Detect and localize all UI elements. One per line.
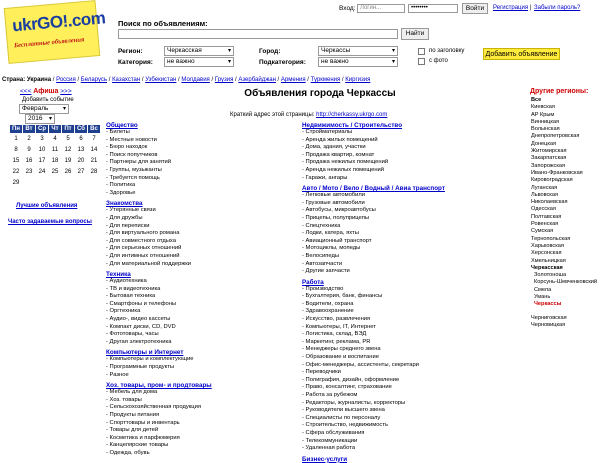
- category-item[interactable]: - Сфера обслуживания: [302, 429, 365, 436]
- category-item[interactable]: - Бухгалтерия, банк, финансы: [302, 293, 383, 300]
- weekday-header: Пн: [10, 125, 23, 134]
- category-item[interactable]: - Аудиотехника: [106, 278, 147, 285]
- category-item-label: Фототовары, часы: [109, 331, 159, 338]
- category-item-label: Грузовые автомобили: [305, 199, 365, 206]
- category-item-label: Удаленная работа: [305, 445, 356, 452]
- weekday-header: Сб: [75, 125, 88, 134]
- category-item[interactable]: - Требуется помощь: [106, 174, 160, 181]
- category-label: Категория:: [118, 59, 153, 66]
- category-item-label: Гаражи, ангары: [305, 174, 348, 181]
- category-item[interactable]: - Для материальной поддержки: [106, 260, 191, 267]
- region-item[interactable]: Полтавская: [531, 213, 562, 220]
- category-item-label: Менеджеры среднего звена: [305, 346, 381, 353]
- category-item-label: Продажа квартир, комнат: [305, 151, 375, 158]
- category-heading[interactable]: Техника: [106, 271, 131, 279]
- category-item-label: Авиационный транспорт: [305, 237, 372, 244]
- category-item-label: Канцелярские товары: [109, 442, 169, 449]
- region-city[interactable]: Золотоноша: [534, 272, 567, 279]
- category-item[interactable]: - Для серьезных отношений: [106, 245, 182, 252]
- region-item[interactable]: Донецкая: [531, 140, 557, 147]
- category-item-label: Партнеры для занятий: [109, 159, 171, 166]
- region-item[interactable]: Черновицкая: [531, 321, 566, 328]
- category-item[interactable]: - Спецтехника: [302, 222, 341, 229]
- calendar-day[interactable]: 9: [27, 147, 31, 153]
- category-item[interactable]: - Удаленная работа: [302, 445, 356, 452]
- weekday-header: Вт: [23, 125, 36, 134]
- subcategory-select[interactable]: не важно ▾: [318, 57, 398, 67]
- category-item-label: Искусство, развлечения: [305, 316, 371, 323]
- category-item[interactable]: - Логистика, склад, ВЭД: [302, 331, 367, 338]
- category-item-label: Бытовая техника: [109, 293, 156, 300]
- category-item[interactable]: - Здравоохранение: [302, 308, 354, 315]
- category-item[interactable]: - Компьютеры и комплектующие: [106, 356, 194, 363]
- short-address-link[interactable]: http://cherkassy.ukrgo.com: [316, 112, 388, 118]
- calendar-day[interactable]: 12: [64, 147, 72, 153]
- category-item[interactable]: - Программные продукты: [106, 364, 175, 371]
- category-item-label: Телекоммуникации: [305, 437, 358, 444]
- category-item-label: Аренда жилых помещений: [305, 136, 378, 143]
- category-item[interactable]: - Хоз. товары: [106, 396, 142, 403]
- country-link[interactable]: Молдавия: [181, 77, 210, 83]
- region-item[interactable]: Херсонская: [531, 250, 562, 257]
- category-item-label: Легковые автомобили: [305, 192, 365, 199]
- calendar-day[interactable]: 26: [64, 169, 72, 175]
- category-item-label: Одежда, обувь: [109, 449, 150, 456]
- region-item[interactable]: Запорожская: [531, 162, 566, 169]
- category-item[interactable]: - Автобусы, микроавтобусы: [302, 207, 376, 214]
- weekday-header: Пт: [62, 125, 75, 134]
- category-item-label: Переводчики: [305, 369, 341, 376]
- register-link[interactable]: Регистрация: [493, 5, 529, 11]
- calendar-day[interactable]: 22: [12, 169, 20, 175]
- category-item[interactable]: - Бюро находок: [106, 144, 148, 151]
- category-item[interactable]: - Другие запчасти: [302, 268, 350, 275]
- region-item[interactable]: Тернопольская: [531, 235, 571, 242]
- region-item[interactable]: Черкасская: [531, 264, 563, 271]
- region-item[interactable]: Житомирская: [531, 148, 567, 155]
- category-item-label: Стройматериалы: [305, 129, 353, 135]
- city-label: Город:: [259, 48, 281, 55]
- category-item-label: Оргтехника: [109, 308, 141, 315]
- login-button[interactable]: Войти: [462, 3, 488, 14]
- country-link[interactable]: Казахстан: [112, 77, 141, 83]
- category-item-label: Строительство, недвижимость: [305, 422, 389, 429]
- category-item-label: Разное: [109, 371, 129, 378]
- category-item[interactable]: - Продажа нежилых помещений: [302, 159, 389, 166]
- category-item[interactable]: - Партнеры для занятий: [106, 159, 171, 166]
- category-item-label: Утерянные связи: [109, 207, 156, 214]
- category-item-label: Программные продукты: [109, 364, 175, 371]
- calendar-day[interactable]: 25: [51, 169, 59, 175]
- category-item-label: Образование и воспитание: [305, 354, 379, 361]
- short-address-label: Краткий адрес этой страницы:: [230, 112, 315, 118]
- region-item[interactable]: Луганская: [531, 184, 558, 191]
- category-item[interactable]: - Работа за рубежом: [302, 392, 358, 398]
- with-photo-checkbox[interactable]: [418, 58, 425, 65]
- weekday-header: Вс: [88, 125, 101, 134]
- calendar-day[interactable]: 14: [90, 147, 98, 153]
- category-item[interactable]: - Телекоммуникации: [302, 437, 358, 444]
- category-item[interactable]: - Легковые автомобили: [302, 192, 365, 199]
- country-label: Страна:: [2, 77, 26, 83]
- category-item-label: Руководители высшего звена: [305, 407, 385, 414]
- calendar-day[interactable]: 8: [14, 147, 18, 153]
- region-item[interactable]: АР Крым: [531, 111, 555, 118]
- country-link[interactable]: Азербайджан: [238, 77, 276, 83]
- category-item-label: Смартфоны и телефоны: [109, 300, 177, 307]
- category-item[interactable]: - Переводчики: [302, 369, 341, 376]
- category-item-label: Группы, музыканты: [109, 166, 162, 173]
- search-label: Поиск по объявлениям:: [118, 19, 208, 28]
- category-item-label: Для серьезных отношений: [109, 245, 182, 252]
- category-heading[interactable]: Компьютеры и Интернет: [106, 349, 184, 357]
- calendar-day[interactable]: 20: [77, 158, 85, 164]
- calendar-day[interactable]: 3: [40, 136, 44, 143]
- category-item[interactable]: - Продукты питания: [106, 412, 160, 418]
- category-item[interactable]: - Прицепы, полуприцепы: [302, 214, 370, 221]
- category-item[interactable]: - Для виртуального романа: [106, 230, 180, 237]
- calendar-day[interactable]: [23, 178, 36, 189]
- category-item-label: Хоз. товары: [109, 396, 142, 403]
- category-item-label: Право, консалтинг, страхование: [305, 384, 392, 391]
- country-link[interactable]: Россия: [56, 77, 76, 83]
- category-item-label: Здоровье: [109, 189, 136, 196]
- category-item-label: Прицепы, полуприцепы: [305, 214, 370, 221]
- category-item-label: Для виртуального романа: [109, 230, 180, 237]
- category-heading[interactable]: Авто / Мото / Вело / Водный / Авиа транспорт: [302, 185, 445, 193]
- category-item-label: Автобусы, микроавтобусы: [305, 207, 376, 214]
- region-item[interactable]: Одесская: [531, 206, 556, 213]
- category-item[interactable]: - ТВ и видеотехника: [106, 285, 161, 292]
- region-item[interactable]: Все: [531, 97, 542, 103]
- category-item-label: Билеты: [109, 129, 130, 135]
- calendar-title: Афиша: [33, 88, 59, 95]
- category-item[interactable]: - Товары для детей: [106, 427, 159, 434]
- page-title: Объявления города Черкассы: [244, 88, 396, 99]
- category-item[interactable]: - Мотоциклы, мопеды: [302, 245, 361, 252]
- country-link[interactable]: Киргизия: [345, 77, 371, 83]
- category-item[interactable]: - Маркетинг, реклама, PR: [302, 338, 371, 345]
- calendar-day[interactable]: 23: [25, 169, 33, 175]
- calendar-day[interactable]: 19: [64, 158, 72, 164]
- category-heading[interactable]: Недвижимость / Строительство: [302, 122, 403, 129]
- add-ad-button[interactable]: Добавить объявление: [483, 48, 560, 60]
- calendar-day[interactable]: 15: [12, 158, 20, 164]
- faq-link[interactable]: Часто задаваемые вопросы: [8, 219, 92, 225]
- category-item[interactable]: - Лодки, катера, яхты: [302, 230, 359, 237]
- regions-list: [531, 97, 599, 329]
- calendar-day[interactable]: [62, 178, 75, 189]
- calendar-day[interactable]: 24: [38, 169, 46, 175]
- region-city[interactable]: Корсунь-Шевченковский: [534, 279, 598, 286]
- calendar-day[interactable]: 7: [92, 136, 96, 143]
- category-item[interactable]: - Другая электротехника: [106, 338, 172, 345]
- category-item-label: Мотоциклы, мопеды: [305, 245, 361, 252]
- category-item[interactable]: - Мебель для дома: [106, 389, 158, 396]
- category-item-label: Товары для детей: [109, 427, 159, 434]
- category-item-label: Редакторы, журналисты, корректоры: [305, 399, 406, 406]
- region-item[interactable]: Черниговская: [531, 314, 567, 321]
- country-active: Украина: [26, 77, 52, 83]
- category-item[interactable]: - Строительство, недвижимость: [302, 422, 389, 429]
- category-item-label: Велосипеды: [305, 252, 340, 259]
- category-item-label: Логистика, склад, ВЭД: [305, 331, 367, 338]
- category-item[interactable]: - Право, консалтинг, страхование: [302, 384, 392, 391]
- country-link[interactable]: Грузия: [214, 77, 234, 83]
- categories-left-column: [106, 122, 256, 458]
- calendar-day[interactable]: 29: [12, 180, 20, 186]
- best-ads-link[interactable]: Лучшие объявления: [16, 203, 78, 209]
- category-item-label: Сельскохозяйственная продукция: [109, 404, 201, 411]
- category-item-label: ТВ и видеотехника: [109, 285, 161, 292]
- weekday-header: Ср: [36, 125, 49, 134]
- forgot-password-link[interactable]: Забыли пароль?: [534, 5, 581, 11]
- category-item[interactable]: - Менеджеры среднего звена: [302, 346, 381, 353]
- category-item[interactable]: - Поиск попутчиков: [106, 151, 158, 158]
- search-input[interactable]: [118, 29, 398, 39]
- year-select[interactable]: 2016 ▾: [25, 114, 55, 124]
- calendar-day[interactable]: 4: [53, 136, 57, 143]
- login-label: Вход:: [339, 5, 356, 12]
- category-item-label: Аудио-, видео кассеты: [109, 316, 171, 323]
- region-item[interactable]: Кировоградская: [531, 177, 573, 184]
- category-item[interactable]: - Билеты: [106, 129, 130, 135]
- calendar-day[interactable]: 28: [90, 169, 98, 175]
- category-item-label: Политика: [109, 182, 136, 189]
- category-item[interactable]: - Компакт диски, CD, DVD: [106, 323, 176, 330]
- category-item-label: Другие запчасти: [305, 268, 350, 275]
- category-item[interactable]: - Дома, здания, участки: [302, 144, 366, 151]
- password-input[interactable]: ••••••••: [408, 4, 458, 13]
- region-select[interactable]: Черкасская ▾: [164, 46, 234, 56]
- category-item[interactable]: - Грузовые автомобили: [302, 199, 365, 206]
- category-item[interactable]: - Политика: [106, 182, 136, 189]
- country-link[interactable]: Беларусь: [80, 77, 108, 83]
- region-city[interactable]: Смела: [534, 286, 552, 293]
- country-link[interactable]: Армения: [280, 77, 306, 83]
- calendar-day[interactable]: 11: [51, 147, 59, 153]
- calendar-day[interactable]: 17: [38, 158, 46, 164]
- category-item-label: Лодки, катера, яхты: [305, 230, 359, 237]
- category-item[interactable]: - Разное: [106, 371, 129, 378]
- category-item-label: Для дружбы: [109, 214, 143, 221]
- category-item-label: Для совместного отдыха: [109, 237, 176, 244]
- login-input[interactable]: Логин...: [357, 4, 405, 13]
- weekday-header: Чт: [49, 125, 62, 134]
- calendar-table: [9, 124, 101, 189]
- category-item-label: Требуется помощь: [109, 174, 160, 181]
- add-event-link[interactable]: Добавить событие: [22, 97, 74, 103]
- category-item[interactable]: - Авиационный транспорт: [302, 237, 372, 244]
- category-item[interactable]: - Образование и воспитание: [302, 354, 379, 361]
- category-item-label: Косметика и парфюмерия: [109, 434, 180, 441]
- category-item[interactable]: - Для дружбы: [106, 214, 143, 221]
- region-item[interactable]: Киевская: [531, 104, 555, 111]
- site-logo[interactable]: [4, 0, 107, 64]
- category-item[interactable]: - Оргтехника: [106, 308, 141, 315]
- category-heading[interactable]: Хоз. товары, пром- и продтовары: [106, 382, 212, 390]
- category-item-label: Бухгалтерия, банк, финансы: [305, 293, 383, 300]
- category-item[interactable]: - Утерянные связи: [106, 207, 156, 214]
- calendar-day[interactable]: 5: [66, 136, 70, 143]
- category-item[interactable]: - Канцелярские товары: [106, 442, 169, 449]
- calendar-day[interactable]: 1: [14, 136, 18, 143]
- subcategory-label: Подкатегория:: [259, 59, 306, 66]
- calendar-prev-link[interactable]: <<<: [20, 88, 32, 95]
- category-item-label: Сфера обслуживания: [305, 429, 365, 436]
- category-item[interactable]: - Сельскохозяйственная продукция: [106, 404, 201, 411]
- search-button[interactable]: Найти: [401, 28, 429, 40]
- region-item[interactable]: Волынская: [531, 126, 560, 133]
- country-link[interactable]: Туркмения: [310, 77, 341, 83]
- calendar-day[interactable]: [88, 178, 101, 189]
- category-item[interactable]: - Аренда нежилых помещений: [302, 166, 384, 173]
- city-select[interactable]: Черкассы ▾: [318, 46, 398, 56]
- region-city[interactable]: Умань: [534, 294, 551, 301]
- category-item[interactable]: - Смартфоны и телефоны: [106, 300, 177, 307]
- category-item-label: Работа за рубежом: [305, 392, 358, 398]
- calendar-day[interactable]: 27: [77, 169, 85, 175]
- region-item[interactable]: Закарпатская: [531, 155, 567, 162]
- category-item-label: Для интимных отношений: [109, 252, 180, 259]
- category-item[interactable]: - Полиграфия, дизайн, оформление: [302, 376, 400, 383]
- category-item-label: Местные новости: [109, 136, 157, 143]
- calendar-day[interactable]: 2: [27, 136, 31, 143]
- short-address: [230, 112, 387, 118]
- calendar-next-link[interactable]: >>>: [60, 88, 72, 95]
- category-item-label: Спецтехника: [305, 222, 341, 229]
- category-heading[interactable]: Общество: [106, 122, 138, 129]
- category-item-label: Производство: [305, 285, 344, 292]
- category-item[interactable]: - Руководители высшего звена: [302, 407, 385, 414]
- category-item[interactable]: - Местные новости: [106, 136, 157, 143]
- month-select[interactable]: Февраль ▾: [19, 104, 69, 114]
- category-item[interactable]: - Гаражи, ангары: [302, 174, 348, 181]
- category-item[interactable]: - Аренда жилых помещений: [302, 136, 378, 143]
- category-item[interactable]: - Редакторы, журналисты, корректоры: [302, 399, 406, 406]
- region-item[interactable]: Днепропетровская: [531, 133, 580, 140]
- category-item[interactable]: - Для совместного отдыха: [106, 237, 176, 244]
- calendar-day[interactable]: [49, 178, 62, 189]
- calendar-nav: [20, 88, 72, 95]
- category-item-label: Автозапчасти: [305, 260, 343, 267]
- category-item[interactable]: - Компьютеры, IT, Интернет: [302, 323, 376, 330]
- regions-title: Другие регионы:: [530, 88, 589, 95]
- calendar-day[interactable]: [75, 178, 88, 189]
- country-link[interactable]: Узбекистан: [145, 77, 177, 83]
- country-bar: Страна: Украина / Россия / Беларусь / Казахстан / Узбекистан / Молдавия / Грузия / Азербайджан / Армения / Туркмения / Киргизия: [2, 77, 371, 83]
- region-item[interactable]: Николаевская: [531, 199, 568, 206]
- category-item-label: Для переписки: [109, 222, 150, 229]
- region-item[interactable]: Ивано-Франковская: [531, 169, 583, 176]
- category-heading[interactable]: Бизнес-услуги: [302, 455, 348, 463]
- category-item[interactable]: - Бытовая техника: [106, 293, 156, 300]
- category-item[interactable]: - Специалисты по персоналу: [302, 414, 381, 421]
- with-photo-label: с фото: [429, 58, 448, 64]
- category-item-label: Компьютеры, IT, Интернет: [305, 323, 376, 330]
- category-select[interactable]: не важно ▾: [164, 57, 234, 67]
- category-item-label: Бюро находок: [109, 144, 148, 151]
- category-item[interactable]: - Здоровье: [106, 189, 136, 196]
- category-item[interactable]: - Спорттовары и инвентарь: [106, 419, 180, 426]
- category-item[interactable]: - Одежда, обувь: [106, 449, 150, 456]
- region-item[interactable]: Сумская: [531, 228, 554, 235]
- category-item[interactable]: - Продажа квартир, комнат: [302, 151, 375, 158]
- category-item-label: Полиграфия, дизайн, оформление: [305, 376, 400, 383]
- category-item[interactable]: - Фототовары, часы: [106, 331, 159, 338]
- category-item-label: Дома, здания, участки: [305, 144, 366, 151]
- category-heading[interactable]: Знакомства: [106, 200, 143, 208]
- category-item-label: Маркетинг, реклама, PR: [305, 338, 371, 345]
- category-item[interactable]: - Для интимных отношений: [106, 252, 180, 259]
- category-item[interactable]: - Косметика и парфюмерия: [106, 434, 180, 441]
- category-item[interactable]: - Аудио-, видео кассеты: [106, 316, 171, 323]
- category-item-label: Продукты питания: [109, 412, 160, 418]
- category-item-label: Здравоохранение: [305, 308, 354, 315]
- region-item[interactable]: Хмельницкая: [531, 257, 566, 264]
- category-item-label: Аудиотехника: [109, 278, 147, 285]
- category-item-label: Другая электротехника: [109, 338, 172, 345]
- categories-right-column: [302, 122, 492, 463]
- calendar-day[interactable]: 13: [77, 147, 85, 153]
- calendar-day[interactable]: 10: [38, 147, 46, 153]
- region-item[interactable]: Львовская: [531, 191, 559, 198]
- region-item[interactable]: Ровенская: [531, 221, 559, 228]
- calendar-day[interactable]: 16: [25, 158, 33, 164]
- category-item[interactable]: - Автозапчасти: [302, 260, 343, 267]
- category-item-label: Поиск попутчиков: [109, 151, 158, 158]
- category-item-label: Офис-менеджеры, ассистенты, секретари: [305, 361, 419, 368]
- category-item[interactable]: - Стройматериалы: [302, 129, 353, 135]
- category-item-label: Для материальной поддержки: [109, 260, 191, 267]
- category-heading[interactable]: Работа: [302, 278, 324, 286]
- category-item[interactable]: - Велосипеды: [302, 252, 340, 259]
- by-title-checkbox[interactable]: [418, 48, 425, 55]
- category-item-label: Водители, охрана: [305, 300, 354, 307]
- category-item[interactable]: - Производство: [302, 285, 344, 292]
- logo-text: ukrGO!.com: [11, 8, 107, 36]
- category-item-label: Аренда нежилых помещений: [305, 166, 384, 173]
- region-label: Регион:: [118, 48, 143, 55]
- category-item[interactable]: - Группы, музыканты: [106, 166, 162, 173]
- by-title-label: по заголовку: [429, 48, 465, 54]
- region-item[interactable]: Винницкая: [531, 118, 560, 125]
- calendar-day[interactable]: 18: [51, 158, 59, 164]
- category-item[interactable]: - Для переписки: [106, 222, 150, 229]
- calendar-day[interactable]: 21: [90, 158, 98, 164]
- calendar-day[interactable]: [36, 178, 49, 189]
- category-item-label: Компакт диски, CD, DVD: [109, 323, 176, 330]
- category-item-label: Мебель для дома: [109, 389, 158, 396]
- logo-tagline: Бесплатные объявления: [13, 36, 85, 50]
- category-item[interactable]: - Искусство, развлечения: [302, 316, 371, 323]
- category-item-label: Специалисты по персоналу: [305, 414, 381, 421]
- category-item-label: Спорттовары и инвентарь: [109, 419, 180, 426]
- region-city[interactable]: Черкассы: [534, 301, 562, 308]
- category-item[interactable]: - Водители, охрана: [302, 300, 354, 307]
- category-item[interactable]: - Офис-менеджеры, ассистенты, секретари: [302, 361, 419, 368]
- region-item[interactable]: Харьковская: [531, 242, 564, 249]
- category-item-label: Компьютеры и комплектующие: [109, 356, 194, 363]
- category-item-label: Продажа нежилых помещений: [305, 159, 389, 166]
- calendar-day[interactable]: 6: [79, 136, 83, 143]
